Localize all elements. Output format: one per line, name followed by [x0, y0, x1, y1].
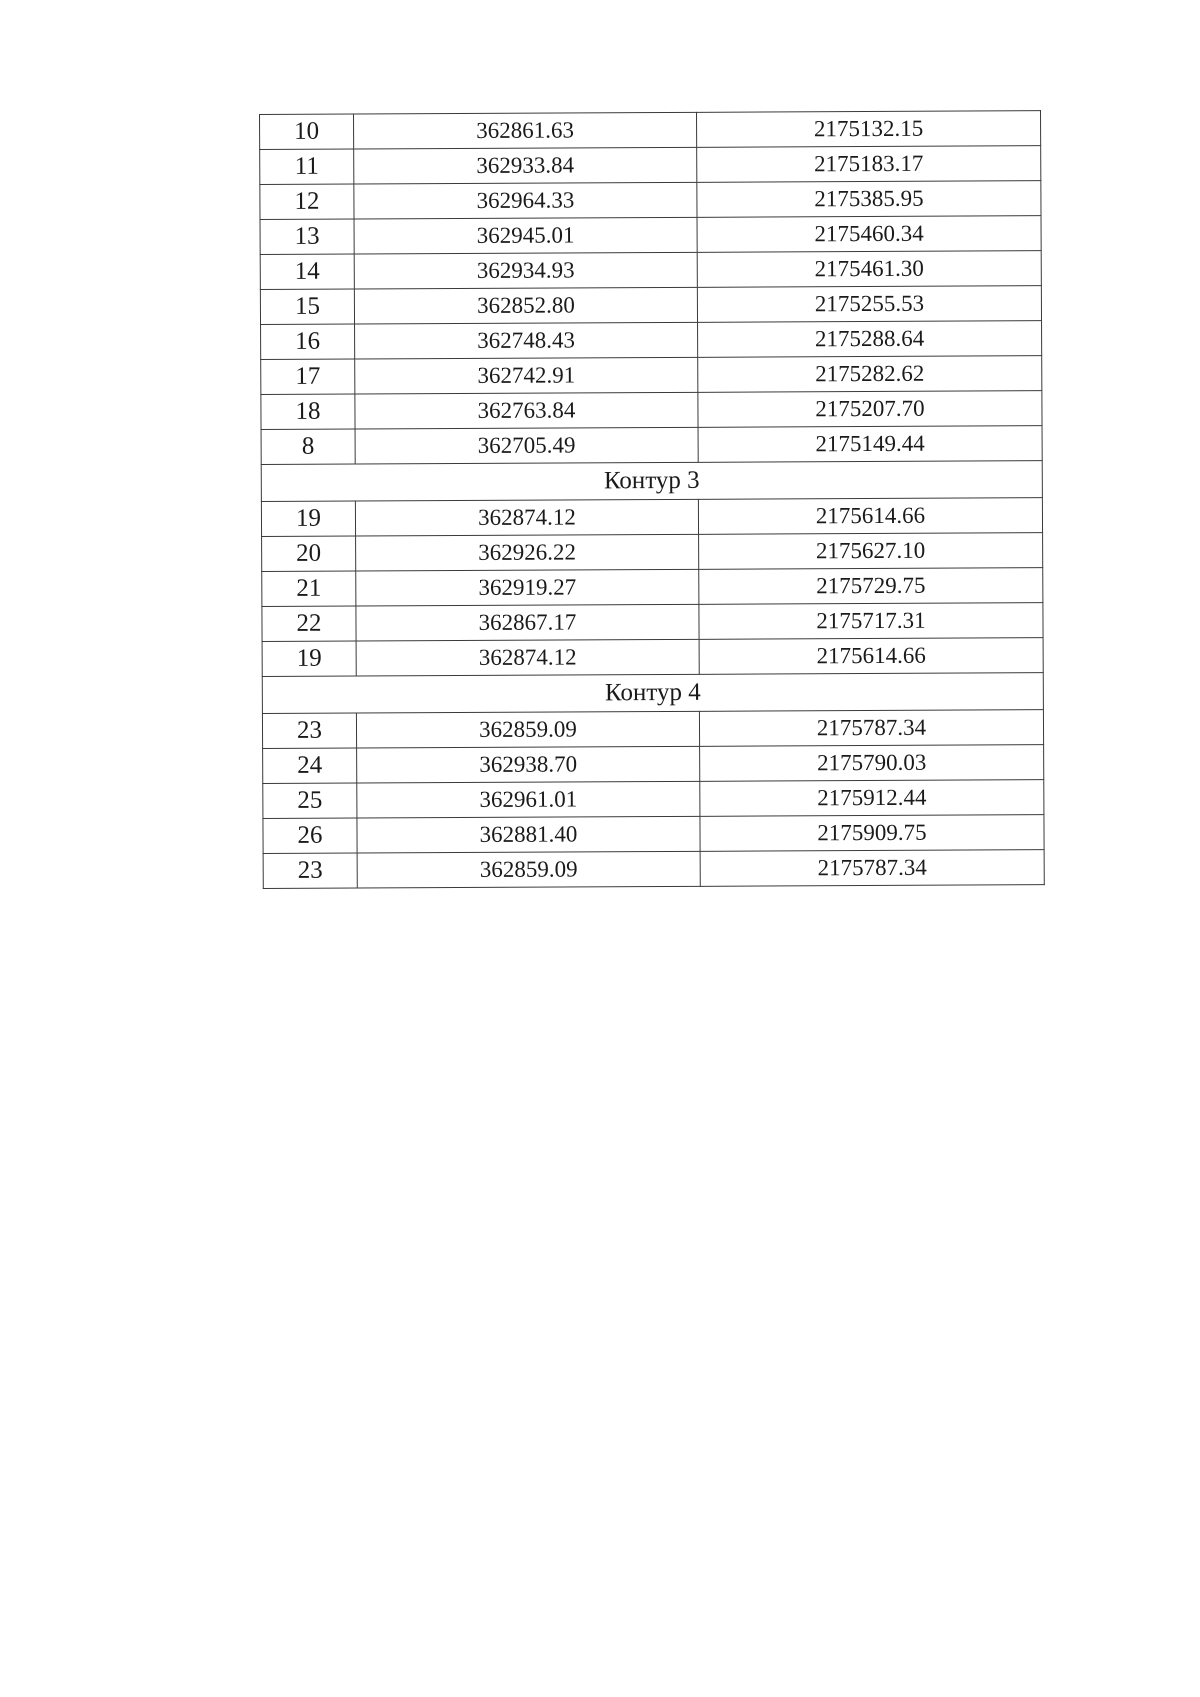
- x-coordinate-cell: 362763.84: [355, 392, 698, 429]
- x-coordinate-cell: 362874.12: [355, 499, 698, 536]
- x-coordinate-cell: 362961.01: [357, 781, 700, 818]
- y-coordinate-cell: 2175627.10: [699, 533, 1043, 570]
- point-number-cell: 17: [261, 359, 355, 394]
- y-coordinate-cell: 2175132.15: [696, 111, 1040, 148]
- table-row: [261, 321, 1042, 360]
- contour-header-row: [261, 461, 1042, 502]
- point-number-cell: 24: [263, 748, 357, 783]
- contour-title: Контур 4: [262, 673, 1043, 714]
- table-row: [261, 498, 1042, 537]
- x-coordinate-cell: 362852.80: [354, 287, 697, 324]
- point-number-cell: 26: [263, 818, 357, 853]
- x-coordinate-cell: 362859.09: [357, 851, 700, 888]
- y-coordinate-cell: 2175787.34: [699, 710, 1043, 747]
- x-coordinate-cell: 362859.09: [356, 711, 699, 748]
- x-coordinate-cell: 362748.43: [355, 322, 698, 359]
- table-row: [261, 426, 1042, 465]
- point-number-cell: 21: [262, 571, 356, 606]
- y-coordinate-cell: 2175183.17: [697, 146, 1041, 183]
- x-coordinate-cell: 362926.22: [356, 534, 699, 571]
- y-coordinate-cell: 2175207.70: [698, 391, 1042, 428]
- table-row: [262, 603, 1043, 642]
- y-coordinate-cell: 2175149.44: [698, 426, 1042, 463]
- point-number-cell: 11: [260, 149, 354, 184]
- x-coordinate-cell: 362881.40: [357, 816, 700, 853]
- y-coordinate-cell: 2175790.03: [700, 745, 1044, 782]
- x-coordinate-cell: 362705.49: [355, 427, 698, 464]
- x-coordinate-cell: 362867.17: [356, 604, 699, 641]
- table-row: [260, 111, 1041, 150]
- table-row: [263, 815, 1044, 854]
- table-row: [262, 533, 1043, 572]
- y-coordinate-cell: 2175461.30: [697, 251, 1041, 288]
- table-row: [260, 146, 1041, 185]
- x-coordinate-cell: 362933.84: [354, 147, 697, 184]
- point-number-cell: 19: [261, 501, 355, 536]
- point-number-cell: 13: [260, 219, 354, 254]
- table-row: [260, 181, 1041, 220]
- table-row: [262, 710, 1043, 749]
- x-coordinate-cell: 362964.33: [354, 182, 697, 219]
- point-number-cell: 14: [260, 254, 354, 289]
- point-number-cell: 10: [260, 114, 354, 149]
- point-number-cell: 25: [263, 783, 357, 818]
- y-coordinate-cell: 2175912.44: [700, 780, 1044, 817]
- coordinates-table: [259, 110, 1045, 889]
- y-coordinate-cell: 2175909.75: [700, 815, 1044, 852]
- point-number-cell: 15: [260, 289, 354, 324]
- y-coordinate-cell: 2175787.34: [700, 850, 1044, 887]
- table-row: [262, 638, 1043, 677]
- x-coordinate-cell: 362919.27: [356, 569, 699, 606]
- y-coordinate-cell: 2175282.62: [698, 356, 1042, 393]
- y-coordinate-cell: 2175288.64: [698, 321, 1042, 358]
- table-row: [260, 216, 1041, 255]
- table-row: [263, 780, 1044, 819]
- table-row: [263, 850, 1044, 889]
- contour-header-row: [262, 673, 1043, 714]
- y-coordinate-cell: 2175460.34: [697, 216, 1041, 253]
- y-coordinate-cell: 2175255.53: [697, 286, 1041, 323]
- contour-title: Контур 3: [261, 461, 1042, 502]
- table-row: [261, 391, 1042, 430]
- table-row: [261, 356, 1042, 395]
- point-number-cell: 22: [262, 606, 356, 641]
- point-number-cell: 20: [262, 536, 356, 571]
- table-row: [260, 251, 1041, 290]
- y-coordinate-cell: 2175614.66: [698, 498, 1042, 535]
- table-row: [263, 745, 1044, 784]
- point-number-cell: 8: [261, 429, 355, 464]
- x-coordinate-cell: 362861.63: [354, 112, 697, 149]
- table-row: [260, 286, 1041, 325]
- point-number-cell: 12: [260, 184, 354, 219]
- point-number-cell: 18: [261, 394, 355, 429]
- coordinates-table-body: [260, 111, 1045, 889]
- point-number-cell: 23: [262, 713, 356, 748]
- y-coordinate-cell: 2175385.95: [697, 181, 1041, 218]
- point-number-cell: 16: [261, 324, 355, 359]
- y-coordinate-cell: 2175729.75: [699, 568, 1043, 605]
- x-coordinate-cell: 362934.93: [354, 252, 697, 289]
- y-coordinate-cell: 2175614.66: [699, 638, 1043, 675]
- table-row: [262, 568, 1043, 607]
- point-number-cell: 23: [263, 853, 357, 888]
- x-coordinate-cell: 362945.01: [354, 217, 697, 254]
- x-coordinate-cell: 362874.12: [356, 639, 699, 676]
- y-coordinate-cell: 2175717.31: [699, 603, 1043, 640]
- point-number-cell: 19: [262, 641, 356, 676]
- x-coordinate-cell: 362742.91: [355, 357, 698, 394]
- x-coordinate-cell: 362938.70: [357, 746, 700, 783]
